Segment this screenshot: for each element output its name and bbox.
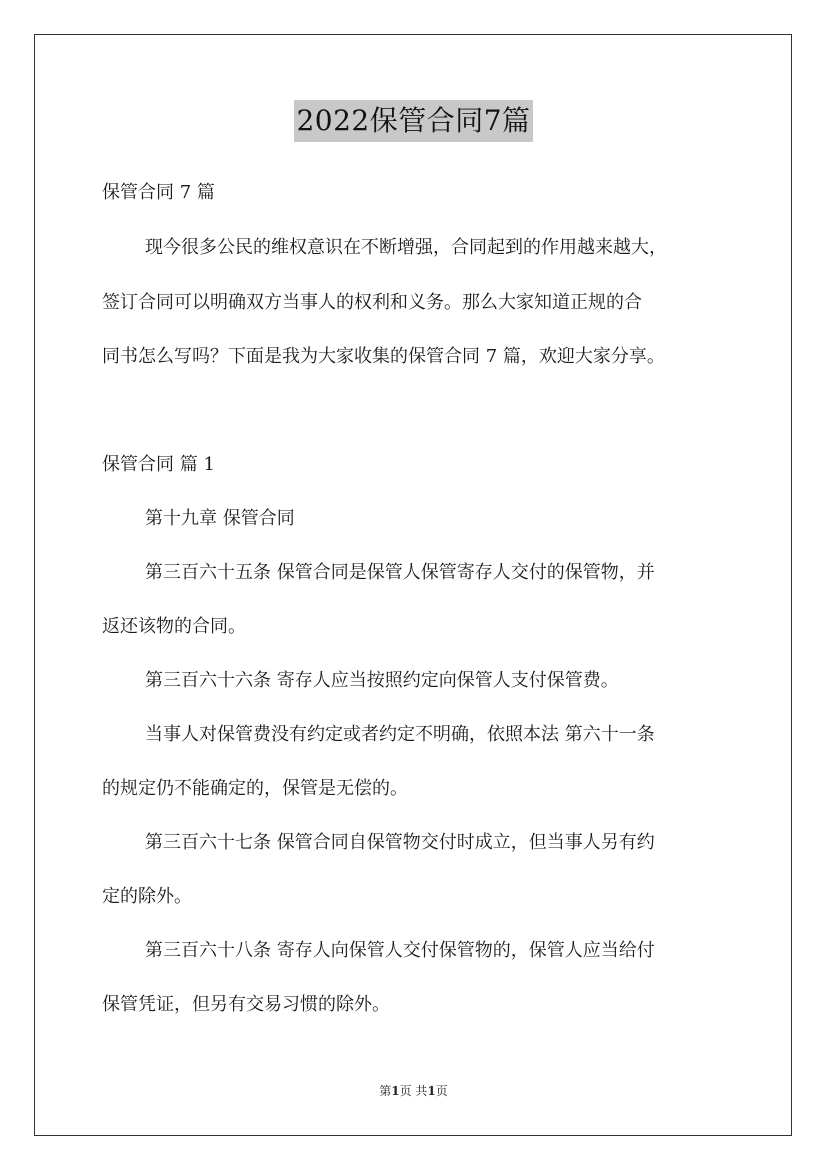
article-366-para2-line-2: 的规定仍不能确定的，保管是无偿的。 [102, 778, 408, 799]
article-365-line-2: 返还该物的合同。 [102, 616, 246, 637]
article-365-line-1: 第三百六十五条 保管合同是保管人保管寄存人交付的保管物，并 [145, 562, 655, 583]
title-container [0, 100, 827, 142]
section-heading: 保管合同 篇 1 [102, 454, 215, 475]
chapter-heading: 第十九章 保管合同 [145, 508, 295, 529]
page-prefix: 第 [379, 1084, 392, 1098]
page-mid: 页 共 [399, 1084, 428, 1098]
intro-line-3: 同书怎么写吗？下面是我为大家收集的保管合同 7 篇，欢迎大家分享。 [102, 346, 665, 367]
article-368-line-2: 保管凭证，但另有交易习惯的除外。 [102, 994, 390, 1015]
current-page-number: 1 [391, 1084, 400, 1098]
article-367-line-1: 第三百六十七条 保管合同自保管物交付时成立，但当事人另有约 [145, 832, 655, 853]
article-367-line-2: 定的除外。 [102, 886, 192, 907]
total-page-number: 1 [427, 1084, 436, 1098]
intro-line-1: 现今很多公民的维权意识在不断增强，合同起到的作用越来越大， [145, 237, 667, 258]
subtitle: 保管合同 7 篇 [102, 182, 215, 203]
article-368-line-1: 第三百六十八条 寄存人向保管人交付保管物的，保管人应当给付 [145, 940, 655, 961]
article-366-line-1: 第三百六十六条 寄存人应当按照约定向保管人支付保管费。 [145, 670, 619, 691]
article-366-para2-line-1: 当事人对保管费没有约定或者约定不明确，依照本法 第六十一条 [145, 724, 655, 745]
document-title: 2022保管合同7篇 [294, 100, 532, 142]
page-suffix: 页 [435, 1084, 448, 1098]
page-footer [0, 1083, 827, 1099]
intro-line-2: 签订合同可以明确双方当事人的权利和义务。那么大家知道正规的合 [102, 292, 642, 313]
